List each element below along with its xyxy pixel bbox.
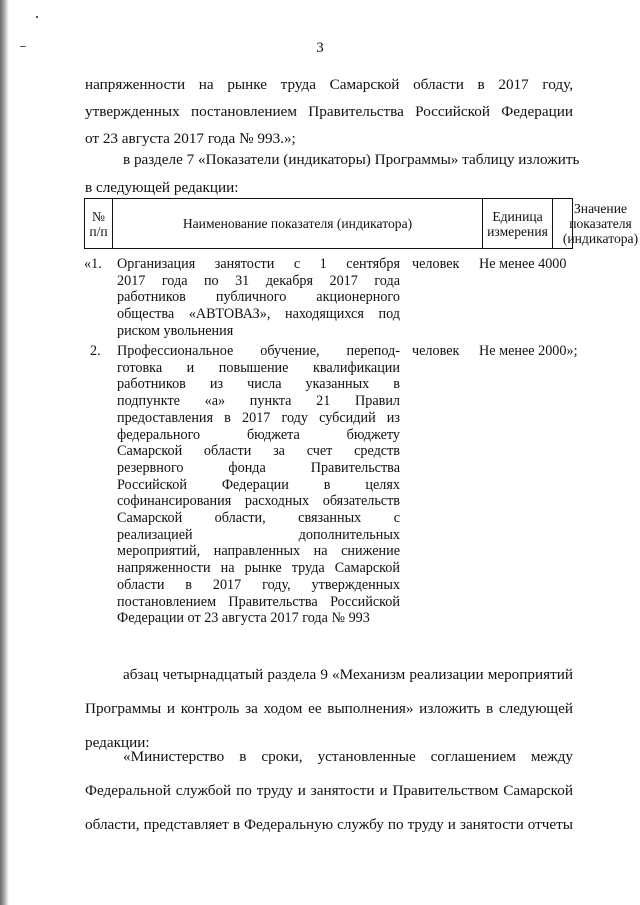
text-line: области в 2017 году, утвержденных [117, 576, 400, 593]
indicator-name [117, 343, 400, 627]
text-line: постановлением Правительства Российской [117, 593, 400, 610]
text-line: Организация занятости с 1 сентября [117, 256, 400, 272]
row-number: «1. [84, 256, 102, 272]
text-line: работников из числа указанных в [117, 376, 400, 393]
text-line: готовка и повышение квалификации [117, 359, 400, 376]
header-number: № п/п [89, 208, 108, 239]
unit-cell: человек [412, 256, 460, 272]
unit-cell: человек [412, 343, 460, 359]
text-line: 2017 года по 31 декабря 2017 года [117, 272, 400, 289]
text-line: Федерации от 23 августа 2017 года № 993 [117, 610, 370, 627]
indicator-name [117, 256, 400, 340]
row-number: 2. [90, 343, 101, 359]
table-header [84, 198, 639, 249]
scan-edge-shadow [0, 0, 9, 905]
text-line: федерального бюджета бюджету [117, 426, 400, 443]
text-line: в следующей редакции: [85, 179, 239, 196]
value-cell: Не менее 2000»; [479, 343, 578, 359]
text-line: подпункте «а» пункта 21 Правил [117, 393, 400, 410]
text-line: напряженности на рынке труда Самарской [117, 560, 400, 577]
page-number: 3 [316, 40, 324, 56]
text-line: резервного фонда Правительства [117, 459, 400, 476]
text-line: области, представляет в Федеральную службу по труду и занятости отчеты [85, 816, 573, 833]
text-line: Программы и контроль за ходом ее выполнения» изложить в следующей [85, 700, 573, 717]
text-line: софинансирования расходных обязательств [117, 493, 400, 510]
text-line: от 23 августа 2017 года № 993.»; [85, 130, 296, 147]
text-line: Самарской области, связанных с [117, 510, 400, 527]
ministry-paragraph [85, 740, 573, 842]
text-line: Федеральной службой по труду и занятости и Правительством Самарской [85, 782, 573, 799]
text-line: общества «АВТОВАЗ», находящихся под [117, 306, 400, 323]
text-line: предоставления в 2017 году субсидий из [117, 409, 400, 426]
text-line: Профессиональное обучение, перепод- [117, 343, 400, 359]
text-line: работников публичного акционерного [117, 289, 400, 306]
text-line: «Министерство в сроки, установленные соглашением между [123, 748, 573, 765]
text-line: риском увольнения [117, 322, 234, 339]
text-line: абзац четырнадцатый раздела 9 «Механизм реализации мероприятий [123, 666, 573, 683]
text-line: утвержденных постановлением Правительства Российской Федерации [85, 103, 573, 120]
section-7-paragraph [85, 146, 580, 202]
text-line: напряженности на рынке труда Самарской области в 2017 году, [85, 76, 573, 93]
text-line: редакции: [85, 734, 150, 751]
header-value: Значение показателя (индикатора) [552, 199, 640, 248]
text-line: реализацией дополнительных [117, 526, 400, 543]
text-line: мероприятий, направленных на снижение [117, 543, 400, 560]
text-line: в разделе 7 «Показатели (индикаторы) Программы» таблицу изложить [123, 151, 580, 168]
header-indicator-name: Наименование показателя (индикатора) [112, 199, 482, 248]
value-cell: Не менее 4000 [479, 256, 567, 272]
header-unit: Единица измерения [482, 199, 552, 248]
text-line: Российской Федерации в целях [117, 476, 400, 493]
intro-paragraph [85, 71, 573, 152]
scan-speck [36, 16, 38, 18]
text-line: Самарской области за счет средств [117, 443, 400, 460]
